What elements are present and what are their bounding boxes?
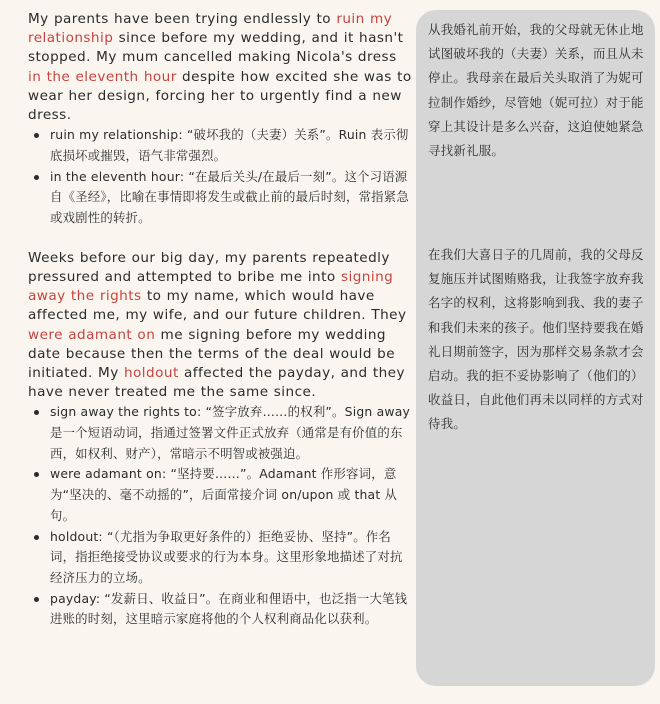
paragraph-2 [28, 249, 412, 403]
text-run: Weeks before our big day, my parents repeatedly pressured and attempted to bribe me into [28, 249, 390, 285]
vocab-note: payday: “发薪日、收益日”。在商业和俚语中，也泛指一大笔钱进账的时刻，这里暗示家庭将他的个人权利商品化以获利。 [28, 589, 412, 630]
english-column [28, 10, 412, 630]
highlighted-phrase: in the eleventh hour [28, 68, 177, 85]
highlighted-phrase: signing away the rights [28, 268, 394, 305]
translation-1: 从我婚礼前开始，我的父母就无休止地试图破坏我的（夫妻）关系，而且从未停止。我母亲在最后关头取消了为妮可拉制作婚纱，尽管她（妮可拉）对于能穿上其设计是多么兴奋，这迫使她紧急寻找新礼服。 [428, 22, 644, 159]
text-run: My parents have been trying endlessly to [28, 11, 337, 27]
translation-panel [416, 10, 655, 686]
text-run: to my name, which would have affected me, my wife, and our future children. They [28, 288, 407, 324]
vocab-note: holdout: “（尤指为争取更好条件的）拒绝妥协、坚持”。作名词，指拒绝接受协议或要求的行为本身。这里形象地描述了对抗经济压力的立场。 [28, 527, 412, 589]
highlighted-phrase: holdout [123, 364, 179, 381]
text-run: since before my wedding, and it hasn't stopped. My mum cancelled making Nicola's dress [28, 30, 404, 66]
paragraph-1 [28, 10, 412, 125]
vocab-note: sign away the rights to: “签字放弃……的权利”。Sign away 是一个短语动词，指通过签署文件正式放弃（通常是有价值的东西，如权利、财产），常暗示不明智或被强迫。 [28, 402, 412, 464]
vocab-notes-2 [28, 402, 412, 630]
highlighted-phrase: ruin my relationship [28, 11, 393, 47]
vocab-note: in the eleventh hour: “在最后关头/在最后一刻”。这个习语源自《圣经》，比喻在事情即将发生或截止前的最后时刻，常指紧急或戏剧性的转折。 [28, 167, 412, 229]
vocab-note: were adamant on: “坚持要……”。Adamant 作形容词，意为“坚决的、毫不动摇的”，后面常接介词 on/upon 或 that 从句。 [28, 464, 412, 526]
translation-2: 在我们大喜日子的几周前，我的父母反复施压并试图贿赂我，让我签字放弃我名字的权利，这将影响到我、我的妻子和我们未来的孩子。他们坚持要我在婚礼日期前签字，因为那样交易条款才会启动。我的拒不妥协影响了（他们的）收益日，自此他们再未以同样的方式对待我。 [428, 247, 644, 432]
text-run: me signing before my wedding date because then the terms of the deal would be initiated. My [28, 326, 396, 381]
vocab-note: ruin my relationship: “破坏我的（夫妻）关系”。Ruin 表示彻底损坏或摧毁，语气非常强烈。 [28, 125, 412, 166]
vocab-notes-1 [28, 125, 412, 229]
highlighted-phrase: were adamant on [28, 326, 156, 343]
text-run: despite how excited she was to wear her design, forcing her to urgently find a new dress. [28, 68, 412, 124]
text-run: affected the payday, and they have never treated me the same since. [28, 364, 405, 401]
